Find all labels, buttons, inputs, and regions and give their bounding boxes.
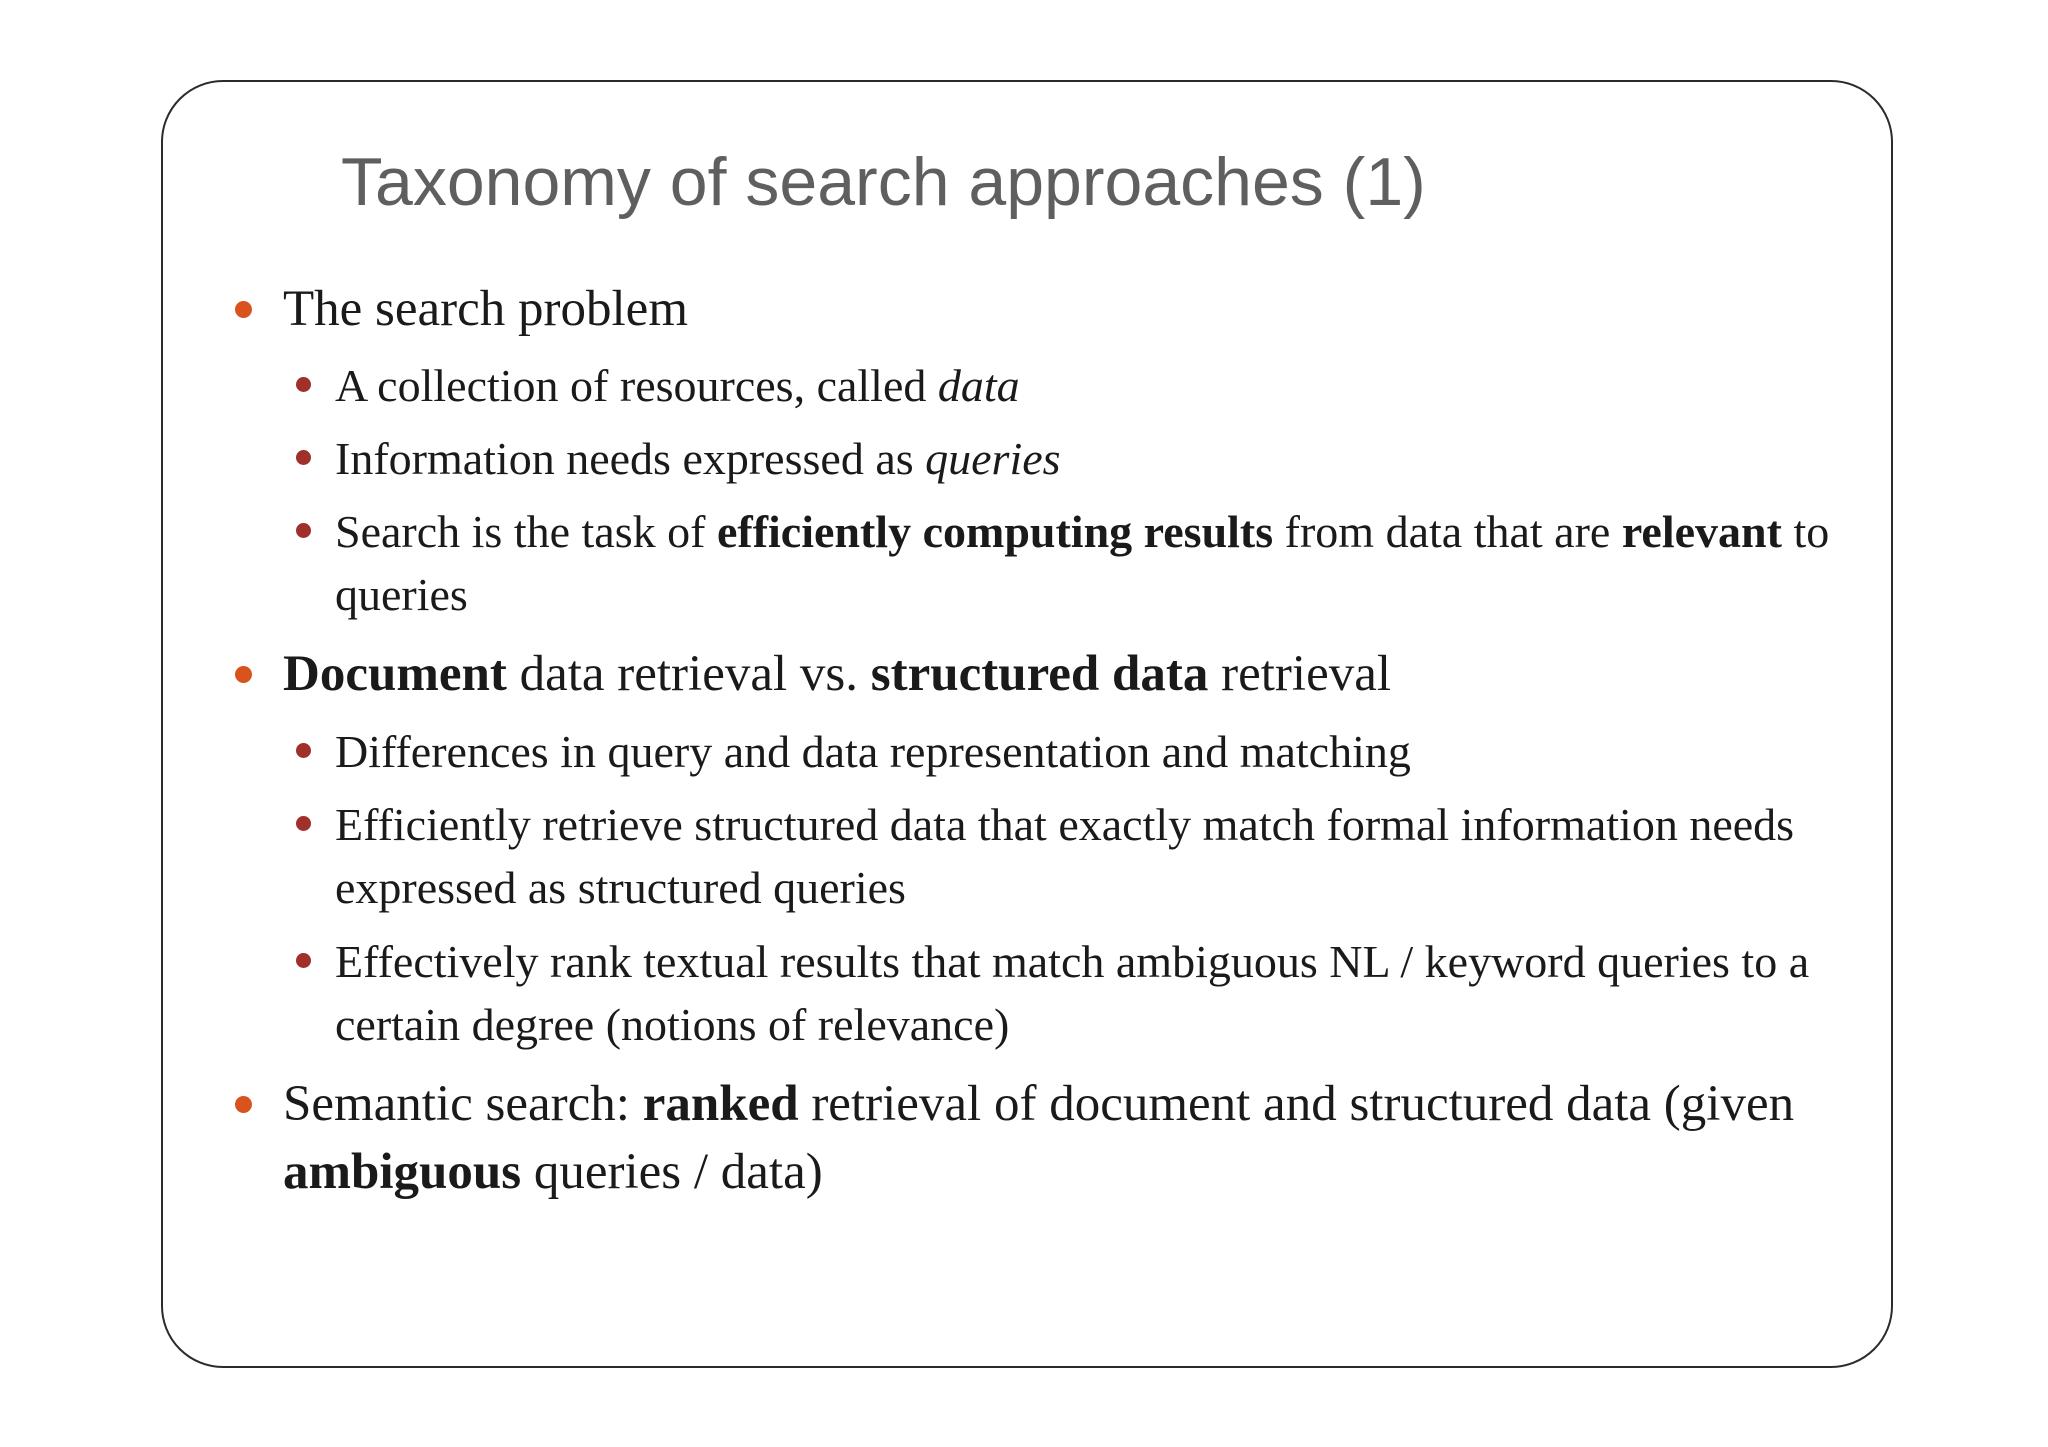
bullet-text: retrieval of document and structured data (given <box>798 1076 1795 1132</box>
bullet-document-vs-structured <box>283 640 1823 708</box>
subbullet-effectively-rank <box>335 930 1835 1056</box>
subbullet-text: Efficiently retrieve structured data that exactly match formal information needs expressed as structured queries <box>335 799 1795 913</box>
bullet-bold: structured data <box>870 646 1209 702</box>
subbullet-dot-icon <box>296 523 311 538</box>
subbullet-bold: efficiently computing results <box>716 506 1274 557</box>
subbullet-differences <box>335 720 1835 783</box>
subbullet-text: from data that are <box>1273 506 1622 557</box>
subbullet-efficiently-retrieve <box>335 793 1835 919</box>
bullet-text: Semantic search: <box>283 1076 643 1132</box>
subbullet-dot-icon <box>296 816 311 831</box>
subbullet-italic: data <box>937 360 1020 411</box>
bullet-bold: ambiguous <box>283 1144 522 1200</box>
subbullet-text: A collection of resources, called <box>335 360 938 411</box>
subbullet-text: Effectively rank textual results that match ambiguous NL / keyword queries to a certain degree (notions of relevance) <box>335 936 1810 1050</box>
subbullet-text: to queries <box>335 506 1830 620</box>
subbullet-bold: relevant <box>1621 506 1782 557</box>
subbullet-dot-icon <box>296 953 311 968</box>
subbullet-text: Differences in query and data representation and matching <box>335 726 1411 777</box>
subbullet-dot-icon <box>296 377 311 392</box>
bullet-text: retrieval <box>1208 646 1392 702</box>
bullet-text: The search problem <box>283 281 688 337</box>
slide-title: Taxonomy of search approaches (1) <box>341 144 1426 220</box>
subbullet-information-needs <box>335 427 1835 490</box>
bullet-bold: ranked <box>642 1076 799 1132</box>
bullet-text: data retrieval vs. <box>506 646 871 702</box>
subbullet-italic: queries <box>925 433 1061 484</box>
subbullet-text: Information needs expressed as <box>335 433 926 484</box>
bullet-semantic-search <box>283 1070 1823 1206</box>
bullet-text: queries / data) <box>521 1144 823 1200</box>
bullet-dot-icon <box>235 301 252 318</box>
subbullet-search-task <box>335 500 1835 626</box>
subbullet-collection <box>335 354 1835 417</box>
bullet-dot-icon <box>235 1096 252 1113</box>
subbullet-dot-icon <box>296 450 311 465</box>
bullet-bold: Document <box>283 646 507 702</box>
bullet-dot-icon <box>235 666 252 683</box>
bullet-search-problem <box>283 275 1823 343</box>
subbullet-text: Search is the task of <box>335 506 717 557</box>
subbullet-dot-icon <box>296 743 311 758</box>
